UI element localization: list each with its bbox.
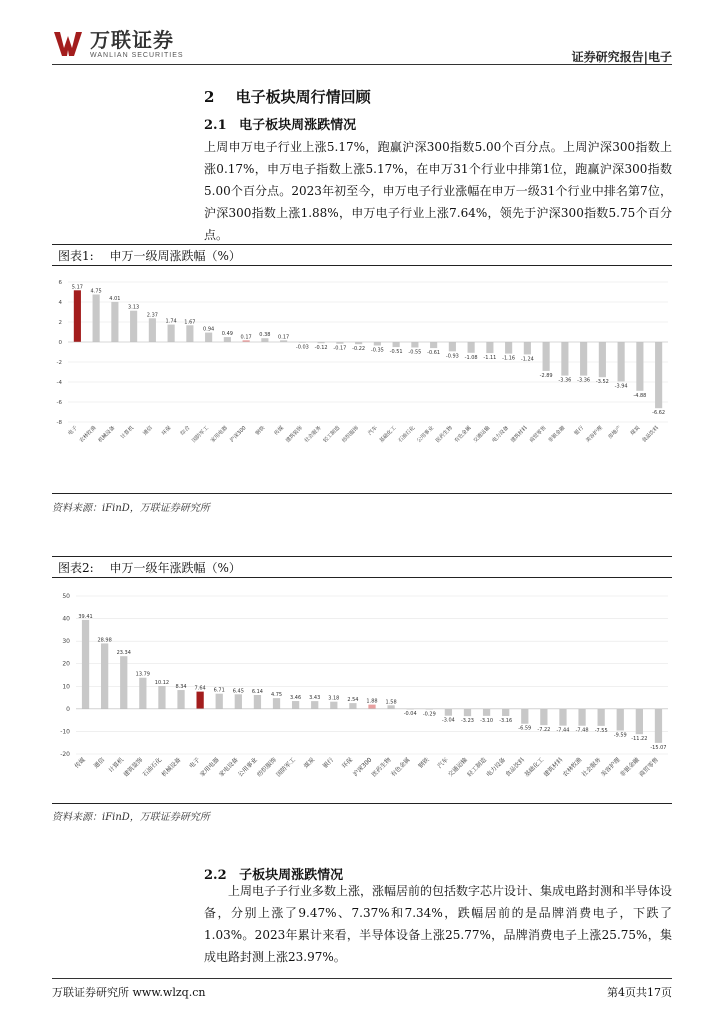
y-tick-label: 0: [66, 705, 70, 713]
logo-chinese-name: 万联证券: [90, 27, 174, 52]
data-label: 1.58: [385, 699, 397, 706]
data-label: -2.89: [539, 372, 553, 379]
data-label: -3.94: [614, 383, 628, 390]
bar: [502, 709, 509, 716]
y-tick-label: 0: [58, 340, 62, 346]
bar: [599, 342, 606, 377]
y-tick-label: 30: [62, 638, 70, 646]
bar: [430, 342, 437, 348]
bar: [540, 709, 547, 725]
category-label: 社会服务: [580, 756, 603, 779]
data-label: 4.01: [109, 295, 121, 302]
bar: [655, 342, 662, 408]
bar: [374, 342, 381, 346]
data-label: -0.55: [408, 349, 422, 356]
subsection-title-text-2: 子板块周涨跌情况: [239, 868, 344, 883]
data-label: -6.59: [518, 725, 532, 732]
bar: [355, 342, 362, 344]
bar: [197, 692, 204, 709]
bar: [468, 342, 475, 353]
category-label: 商贸零售: [637, 756, 660, 779]
category-label: 纺织服饰: [341, 425, 361, 445]
bar: [261, 338, 268, 342]
data-label: -0.22: [352, 346, 366, 353]
section-title-text: 电子板块周行情回顾: [235, 88, 371, 106]
data-label: -11.22: [631, 736, 648, 743]
category-label: 农林牧渔: [78, 425, 98, 445]
y-tick-label: -6: [56, 400, 62, 406]
figure1-bottom-divider: [52, 493, 672, 494]
category-label: 沪深300: [351, 756, 374, 778]
bar: [149, 318, 156, 342]
category-label: 交通运输: [472, 425, 492, 445]
category-label: 煤炭: [629, 425, 642, 437]
category-label: 非银金融: [618, 756, 641, 779]
data-label: 3.13: [128, 304, 140, 311]
category-label: 有色金属: [453, 425, 473, 445]
paragraph-weekly: 上周申万电子行业上涨5.17%，跑赢沪深300指数5.00个百分点。上周沪深300指数上涨0.17%，申万电子指数上涨5.17%，在申万31个行业中排第1位，跑赢沪深300指数5.00个百分点。2023年初至今，申万电子行业涨幅在申万一级31个行业中排名第7位，沪深300指数上涨1.88%，申万电子行业上涨7.64%，领先于沪深300指数5.75个百分点。: [204, 140, 672, 242]
figure1-title-bar: [52, 244, 672, 266]
category-label: 机械设备: [97, 425, 117, 445]
subsection-title-text-1: 电子板块周涨跌情况: [239, 118, 357, 133]
bar: [393, 342, 400, 347]
data-label: -3.36: [558, 377, 572, 384]
y-tick-label: 10: [62, 683, 70, 691]
bar: [186, 325, 193, 342]
bar: [82, 620, 89, 709]
data-label: -0.04: [403, 710, 417, 717]
figure2-bottom-divider: [52, 803, 672, 804]
category-label: 公用事业: [236, 756, 259, 779]
bar: [543, 342, 550, 371]
bar: [101, 643, 108, 708]
bar: [636, 709, 643, 734]
bar: [330, 702, 337, 709]
data-label: 1.74: [165, 318, 177, 325]
bar: [111, 302, 118, 342]
data-label: 2.54: [347, 697, 359, 704]
category-label: 环保: [340, 756, 355, 770]
category-label: 建筑材料: [542, 756, 565, 779]
data-label: -0.03: [295, 344, 309, 351]
category-label: 银行: [573, 425, 586, 437]
bar: [580, 342, 587, 376]
bar: [168, 325, 175, 342]
data-label: -6.62: [652, 410, 666, 417]
bar: [561, 342, 568, 376]
paragraph-subsectors: 上周电子子行业多数上涨，涨幅居前的包括数字芯片设计、集成电路封测和半导体设备，分别上涨了9.47%、7.37%和7.34%，跌幅居前的是品牌消费电子，下跌了1.03%。2023年累计来看，半导体设备上涨25.77%，品牌消费电子上涨25.75%，集成电路封测上涨23.97%。: [204, 884, 673, 964]
category-label: 国防军工: [275, 756, 298, 779]
data-label: -0.93: [445, 353, 459, 360]
data-label: -0.61: [427, 350, 441, 357]
data-label: -1.08: [464, 354, 478, 361]
y-tick-label: 20: [62, 660, 70, 668]
bar: [655, 709, 662, 743]
data-label: 3.46: [290, 695, 302, 702]
figure2-title: 申万一级年涨跌幅（%）: [109, 561, 241, 575]
y-tick-label: 40: [62, 615, 70, 623]
category-label: 交通运输: [446, 756, 469, 779]
category-label: 国防军工: [191, 425, 211, 445]
data-label: 8.34: [175, 684, 187, 691]
data-label: -3.04: [441, 717, 455, 724]
y-tick-label: 2: [58, 320, 62, 326]
bar: [273, 698, 280, 709]
category-label: 医药生物: [434, 425, 454, 445]
data-label: -7.44: [556, 727, 570, 734]
data-label: 28.98: [97, 637, 112, 644]
bar: [120, 656, 127, 709]
category-label: 商贸零售: [528, 425, 548, 445]
bar: [486, 342, 493, 353]
figure1-label: 图表1:: [58, 249, 94, 263]
category-label: 电子: [188, 756, 202, 770]
data-label: -15.07: [650, 744, 667, 751]
category-label: 钢铁: [417, 756, 431, 770]
header-divider: [52, 64, 672, 65]
category-label: 家电设备: [217, 756, 240, 779]
data-label: 5.17: [71, 284, 83, 291]
weekly-change-chart: [52, 270, 672, 496]
bar: [368, 705, 375, 709]
data-label: -3.36: [577, 377, 591, 384]
category-label: 美容护理: [599, 756, 622, 779]
data-label: -3.52: [595, 379, 609, 386]
bar: [254, 695, 261, 709]
category-label: 通信: [142, 425, 154, 437]
data-label: 3.43: [309, 695, 321, 702]
bar: [292, 701, 299, 709]
figure2-source: 资料来源：iFinD，万联证券研究所: [52, 812, 210, 823]
data-label: 6.71: [213, 687, 225, 694]
data-label: -0.17: [333, 345, 347, 352]
subsection-title-1: [204, 114, 356, 133]
data-label: 10.12: [154, 680, 170, 687]
bar: [93, 295, 100, 343]
category-label: 家用电器: [209, 425, 229, 445]
category-label: 计算机: [119, 425, 136, 441]
page-number: 第4页共17页: [607, 986, 672, 999]
data-label: -3.10: [480, 717, 494, 724]
category-label: 环保: [160, 425, 173, 437]
figure2-label: 图表2:: [58, 561, 94, 575]
company-logo: [52, 28, 184, 60]
data-label: 23.34: [116, 650, 131, 657]
bar: [449, 342, 456, 351]
data-label: 1.88: [366, 698, 378, 705]
data-label: -3.23: [461, 718, 474, 725]
data-label: 0.17: [278, 334, 290, 341]
data-label: 1.67: [184, 319, 196, 326]
figure1-source: 资料来源：iFinD，万联证券研究所: [52, 503, 210, 514]
y-tick-label: 6: [58, 280, 62, 286]
bar: [524, 342, 531, 354]
y-tick-label: 50: [62, 593, 70, 600]
wanlian-logo-icon: [52, 28, 84, 60]
category-label: 汽车: [436, 756, 450, 770]
category-label: 农林牧渔: [561, 756, 584, 779]
bar: [598, 709, 605, 726]
data-label: 7.64: [194, 685, 206, 692]
category-label: 轻工制造: [466, 756, 488, 779]
data-label: 6.14: [251, 688, 263, 695]
bar: [224, 337, 231, 342]
bar: [130, 311, 137, 342]
category-label: 银行: [321, 756, 336, 770]
data-label: 0.38: [259, 332, 271, 339]
bar: [559, 709, 566, 726]
data-label: -0.51: [389, 349, 403, 356]
category-label: 美容护理: [584, 425, 604, 445]
bar: [618, 342, 625, 381]
data-label: 4.75: [90, 288, 102, 295]
figure1-title: 申万一级周涨跌幅（%）: [109, 249, 241, 263]
data-label: -3.16: [499, 717, 513, 724]
data-label: -7.55: [594, 727, 608, 734]
category-label: 轻工制造: [322, 425, 342, 445]
data-label: 0.94: [203, 326, 215, 333]
subsection-number-2: 2.2: [204, 868, 227, 883]
category-label: 纺织服饰: [255, 756, 278, 779]
bar: [205, 333, 212, 342]
figure2-title-bar: [52, 556, 672, 578]
category-label: 基础化工: [523, 756, 546, 779]
data-label: -0.35: [370, 347, 384, 354]
data-label: -1.24: [520, 356, 534, 363]
data-label: -1.16: [502, 355, 516, 362]
bar: [349, 703, 356, 709]
bar: [521, 709, 528, 724]
category-label: 电力设备: [491, 425, 511, 445]
data-label: -4.88: [633, 392, 647, 399]
category-label: 有色金属: [389, 756, 412, 779]
category-label: 传媒: [73, 756, 87, 770]
category-label: 建筑装饰: [122, 756, 145, 779]
category-label: 非银金融: [547, 425, 567, 445]
y-tick-label: -4: [56, 380, 62, 386]
section-title: [204, 86, 371, 107]
category-label: 机械设备: [160, 756, 183, 779]
y-tick-label: -10: [60, 728, 70, 736]
data-label: 6.45: [232, 688, 244, 695]
data-label: 13.79: [135, 671, 151, 678]
subsection-number-1: 2.1: [204, 118, 227, 133]
bar: [387, 705, 394, 709]
footer-divider: [52, 978, 672, 979]
bar: [636, 342, 643, 391]
bar: [483, 709, 490, 716]
bar: [216, 694, 223, 709]
category-label: 家用电器: [198, 756, 221, 779]
data-label: -7.48: [575, 727, 589, 734]
bar: [411, 342, 418, 348]
category-label: 通信: [92, 756, 107, 770]
data-label: -0.12: [314, 345, 328, 352]
category-label: 石油石化: [397, 425, 417, 445]
category-label: 公用事业: [416, 425, 436, 445]
category-label: 传媒: [273, 425, 286, 437]
y-tick-label: -2: [56, 360, 62, 366]
data-label: 3.18: [328, 695, 340, 702]
category-label: 建筑装饰: [284, 425, 304, 445]
data-label: 39.41: [78, 613, 93, 620]
data-label: 4.75: [270, 692, 283, 699]
bar: [464, 709, 471, 716]
bar: [578, 709, 585, 726]
category-label: 电子: [67, 425, 79, 437]
bar: [74, 290, 81, 342]
bar: [445, 709, 452, 716]
data-label: 0.49: [221, 331, 233, 338]
category-label: 房地产: [607, 425, 623, 441]
category-label: 电力设备: [485, 756, 508, 779]
logo-english-name: WANLIAN SECURITIES: [90, 51, 184, 59]
data-label: 0.17: [240, 334, 252, 341]
category-label: 食品饮料: [504, 756, 527, 779]
category-label: 基础化工: [378, 425, 398, 445]
category-label: 沪深300: [228, 425, 248, 444]
footer-website: 万联证券研究所 www.wlzq.cn: [52, 986, 206, 999]
y-tick-label: 4: [58, 300, 62, 306]
data-label: 2.37: [146, 312, 158, 319]
report-type: 证券研究报告|电子: [571, 50, 672, 64]
bar: [139, 678, 146, 709]
category-label: 计算机: [107, 756, 126, 775]
bar: [158, 686, 165, 709]
category-label: 钢铁: [254, 425, 267, 437]
category-label: 汽车: [367, 425, 379, 437]
category-label: 社会服务: [303, 425, 323, 445]
data-label: -0.29: [422, 711, 436, 718]
bar: [177, 690, 184, 709]
y-tick-label: -8: [56, 420, 62, 426]
category-label: 石油石化: [141, 756, 164, 779]
data-label: -9.59: [613, 732, 627, 739]
bar: [235, 694, 242, 709]
section-number: 2: [204, 88, 215, 106]
y-tick-label: -20: [60, 751, 70, 758]
bar: [617, 709, 624, 731]
bar: [505, 342, 512, 354]
annual-change-chart: [52, 584, 672, 802]
category-label: 食品饮料: [641, 425, 661, 445]
data-label: -7.22: [537, 727, 551, 734]
data-label: -1.11: [483, 355, 497, 362]
bar: [311, 701, 318, 709]
category-label: 医药生物: [370, 756, 393, 779]
category-label: 综合: [179, 425, 192, 437]
category-label: 煤炭: [302, 756, 317, 770]
category-label: 建筑材料: [509, 425, 529, 445]
